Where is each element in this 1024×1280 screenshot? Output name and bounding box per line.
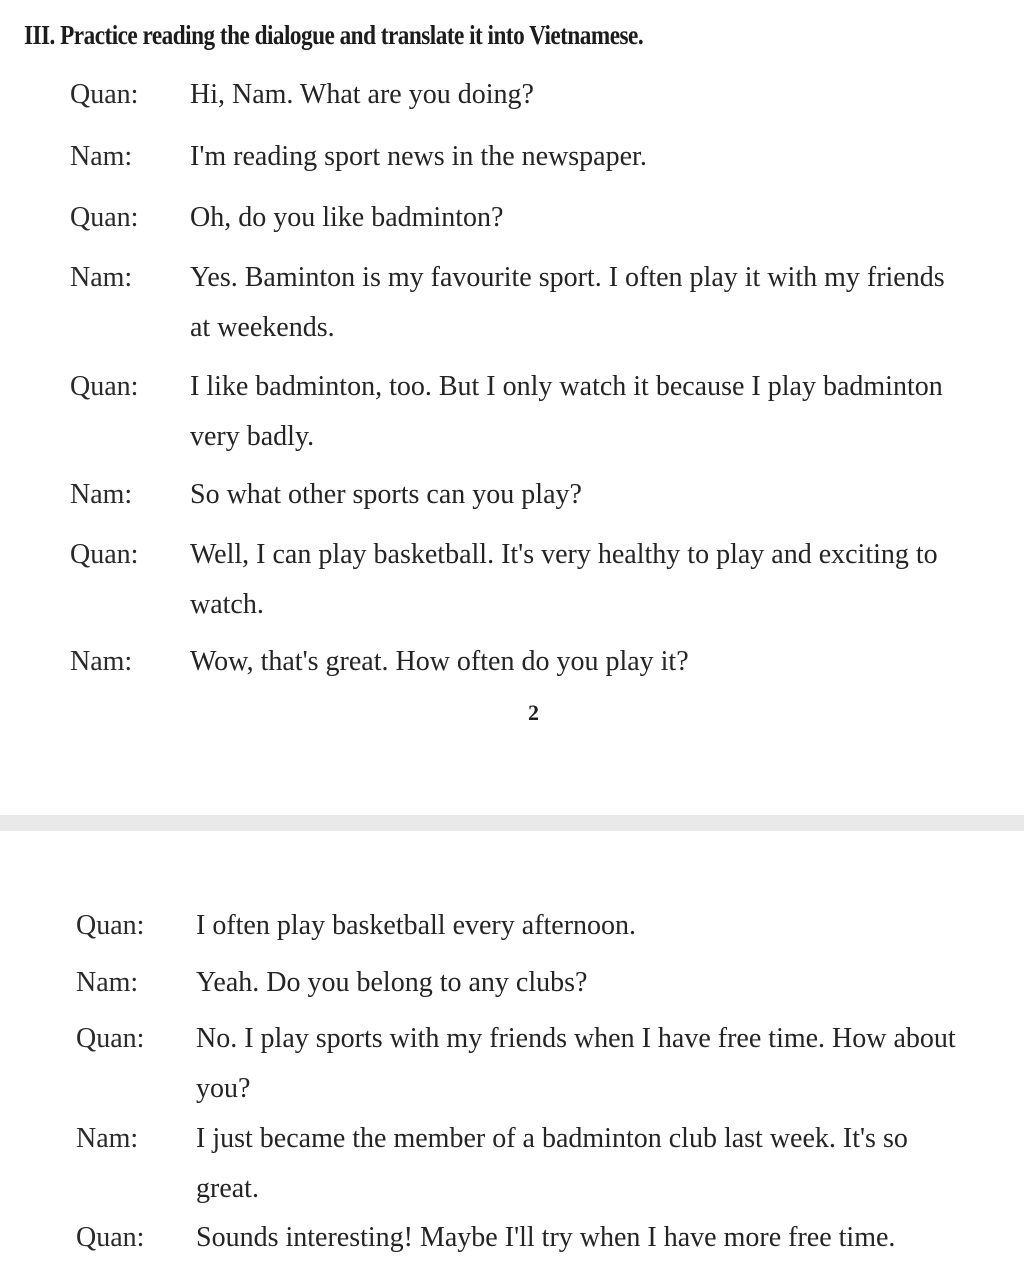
dialogue-text: So what other sports can you play? [190, 479, 582, 510]
dialogue-text: Yes. Baminton is my favourite sport. I often play it with my friends at weekends. [190, 262, 945, 343]
dialogue-text: Wow, that's great. How often do you play it? [190, 646, 689, 677]
dialogue-text: No. I play sports with my friends when I have free time. How about you? [196, 1023, 956, 1104]
dialogue-text: I like badminton, too. But I only watch it because I play badminton very badly. [190, 371, 943, 452]
dialogue-text: I'm reading sport news in the newspaper. [190, 141, 647, 172]
speaker-label: Nam: [70, 141, 133, 172]
speaker-label: Nam: [70, 262, 133, 293]
dialogue-text: I often play basketball every afternoon. [196, 910, 637, 941]
speaker-label: Quan: [76, 1023, 145, 1054]
speaker-label: Nam: [70, 479, 133, 510]
speaker-label: Nam: [70, 646, 133, 677]
speaker-label: Quan: [70, 371, 139, 402]
speaker-label: Nam: [76, 1123, 139, 1154]
speaker-label: Quan: [70, 79, 139, 110]
page-number: 2 [528, 700, 539, 725]
dialogue-text: Hi, Nam. What are you doing? [190, 79, 534, 110]
speaker-label: Quan: [70, 539, 139, 570]
dialogue-text: Yeah. Do you belong to any clubs? [196, 967, 588, 998]
dialogue-text: Well, I can play basketball. It's very healthy to play and exciting to watch. [190, 539, 938, 620]
page-lower [0, 831, 1024, 1280]
speaker-label: Quan: [76, 910, 145, 941]
speaker-label: Quan: [70, 202, 139, 233]
speaker-label: Quan: [76, 1222, 145, 1253]
dialogue-text: I just became the member of a badminton club last week. It's so great. [196, 1123, 908, 1204]
speaker-label: Nam: [76, 967, 139, 998]
exercise-heading: III. Practice reading the dialogue and translate it into Vietnamese. [24, 20, 644, 50]
dialogue-text: Oh, do you like badminton? [190, 202, 504, 233]
dialogue-text: Sounds interesting! Maybe I'll try when I have more free time. [196, 1222, 896, 1253]
page-divider [0, 815, 1024, 831]
